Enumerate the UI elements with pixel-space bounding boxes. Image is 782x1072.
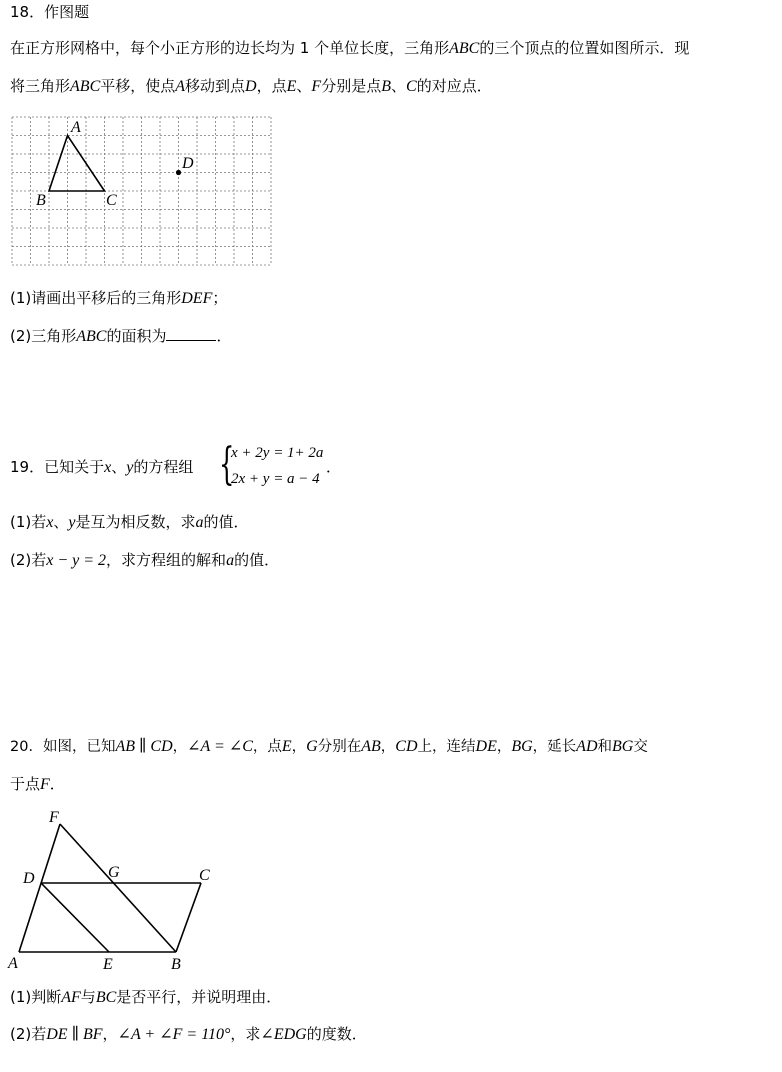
label-c: C [106,192,117,209]
equation-1: x + 2y = 1+ 2a [231,445,324,461]
q20-line1: 20．如图，已知AB ∥ CD，∠A = ∠C，点E，G分别在AB，CD上，连结DE，BG，延长AD和BG交 [10,738,648,755]
q20-figure [0,800,260,980]
label-f: F [49,809,59,826]
label-d: D [23,870,35,887]
q18-sub1: (1)请画出平移后的三角形DEF； [10,289,228,307]
label-d: D [182,155,194,172]
segment-de [41,883,109,952]
segment-cb [176,883,201,952]
q20-sub1: (1)判断AF与BC是否平行，并说明理由． [10,988,282,1006]
point-d [176,170,181,175]
segment-fb [60,824,176,952]
q19-header-end: ． [326,458,342,476]
q18-sub2: (2)三角形ABC的面积为 ． [10,327,232,345]
q18-header: 18．作图题 [10,3,90,21]
q18-grid-figure [0,0,782,290]
system-brace: { [219,439,235,490]
q18-intro-line1: 在正方形网格中，每个小正方形的边长均为 1 个单位长度，三角形ABC的三个顶点的位置如图所示．现 [10,39,690,57]
label-b: B [36,192,46,209]
label-g: G [108,864,120,881]
segment-af [19,824,60,952]
answer-blank[interactable] [166,326,216,341]
q19-sub2: (2)若x − y = 2，求方程组的解和a的值． [10,551,280,569]
label-e: E [103,956,113,973]
q20-sub2: (2)若DE ∥ BF，∠A + ∠F = 110°，求∠EDG的度数． [10,1025,367,1043]
label-a: A [8,955,18,972]
triangle-abc [49,136,105,192]
equation-2: 2x + y = a − 4 [231,471,320,487]
q19-header: 19．已知关于x、y的方程组 [10,458,194,476]
label-c: C [199,867,210,884]
q18-intro-line2: 将三角形ABC平移，使点A移动到点D，点E、F分别是点B、C的对应点． [10,77,492,95]
q20-line2: 于点F． [10,775,65,793]
q19-sub1: (1)若x、y是互为相反数，求a的值． [10,513,249,531]
label-b: B [171,956,181,973]
label-a: A [71,119,81,136]
